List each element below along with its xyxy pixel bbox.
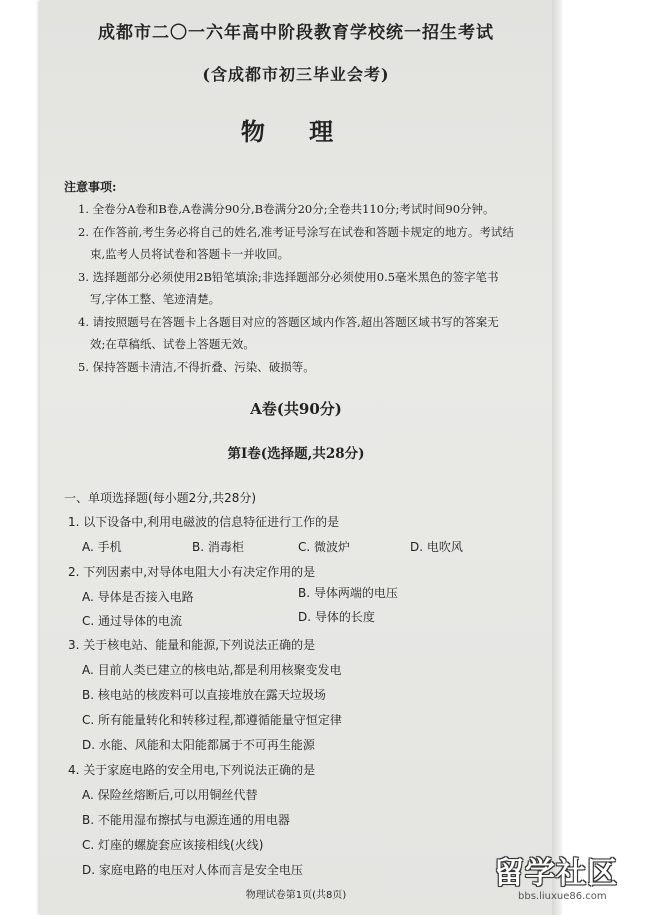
exam-title: 成都市二〇一六年高中阶段教育学校统一招生考试	[98, 23, 494, 43]
question-1-stem: 1. 以下设备中,利用电磁波的信息特征进行工作的是	[68, 515, 340, 529]
question-3-stem: 3. 关于核电站、能量和能源,下列说法正确的是	[68, 638, 316, 652]
notice-item: 4. 请按照题号在答题卡上各题目对应的答题区域内作答,超出答题区域书写的答案无	[78, 314, 499, 329]
question-1-option-c: C. 微波炉	[298, 540, 351, 554]
watermark-logo: 留学社区	[494, 856, 618, 891]
question-3-option-a: A. 目前人类已建立的核电站,都是利用核聚变发电	[82, 663, 342, 677]
question-2-option-c: C. 通过导体的电流	[82, 614, 183, 628]
subject-title: 物 理	[240, 117, 352, 146]
paper-edge	[552, 0, 562, 915]
notice-item: 5. 保持答题卡清洁,不得折叠、污染、破损等。	[78, 359, 315, 374]
notice-item: 2. 在作答前,考生务必将自己的姓名,准考证号涂写在试卷和答题卡规定的地方。考试结	[78, 224, 514, 239]
notice-item: 3. 选择题部分必须使用2B铅笔填涂;非选择题部分必须使用0.5毫米黑色的签字笔书	[78, 269, 499, 284]
question-4-stem: 4. 关于家庭电路的安全用电,下列说法正确的是	[68, 763, 316, 777]
question-4-option-a: A. 保险丝熔断后,可以用铜丝代替	[82, 788, 258, 802]
question-1-option-d: D. 电吹风	[410, 540, 463, 554]
question-4-option-b: B. 不能用湿布擦拭与电源连通的用电器	[82, 813, 290, 827]
question-4-option-c: C. 灯座的螺旋套应该接相线(火线)	[82, 838, 264, 852]
question-2-stem: 2. 下列因素中,对导体电阻大小有决定作用的是	[68, 565, 316, 579]
question-1-option-a: A. 手机	[82, 540, 122, 554]
question-2-option-b: B. 导体两端的电压	[298, 586, 398, 600]
notice-item-continued: 效;在草稿纸、试卷上答题无效。	[90, 337, 255, 351]
notice-item-continued: 束,监考人员将试卷和答题卡一并收回。	[90, 247, 290, 261]
page-footer: 物理试卷第1页(共8页)	[245, 890, 347, 901]
question-2-option-d: D. 导体的长度	[298, 610, 375, 624]
section-1-heading: 第Ⅰ卷(选择题,共28分)	[227, 446, 365, 462]
notice-item: 1. 全卷分A卷和B卷,A卷满分90分,B卷满分20分;全卷共110分;考试时间90分钟。	[78, 202, 495, 216]
exam-subtitle: (含成都市初三毕业会考)	[202, 65, 390, 84]
notice-heading: 注意事项:	[64, 180, 117, 194]
question-4-option-d: D. 家庭电路的电压对人体而言是安全电压	[82, 863, 303, 877]
section-a-heading: A卷(共90分)	[250, 400, 342, 418]
question-1-option-b: B. 消毒柜	[192, 540, 244, 554]
watermark-url: bbs.liuxue86.com	[518, 891, 607, 902]
part-one-heading: 一、单项选择题(每小题2分,共28分)	[64, 491, 257, 505]
question-2-option-a: A. 导体是否接入电路	[82, 590, 194, 604]
question-3-option-b: B. 核电站的核废料可以直接堆放在露天垃圾场	[82, 688, 326, 702]
notice-list	[78, 198, 546, 378]
question-3-option-c: C. 所有能量转化和转移过程,都遵循能量守恒定律	[82, 713, 342, 727]
question-3-option-d: D. 水能、风能和太阳能都属于不可再生能源	[82, 738, 315, 752]
notice-item-continued: 写,字体工整、笔迹清楚。	[90, 292, 221, 306]
